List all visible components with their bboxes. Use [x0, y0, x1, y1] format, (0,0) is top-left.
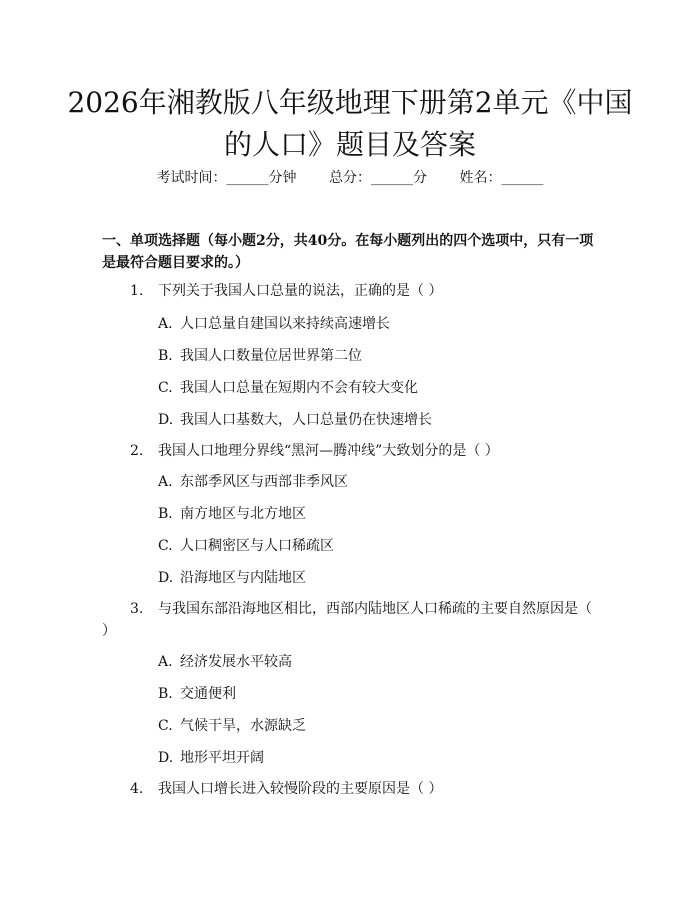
question-text: 我国人口增长进入较慢阶段的主要原因是（ ） [158, 781, 443, 797]
option-text: 地形平坦开阔 [180, 750, 264, 766]
option-letter: B. [158, 348, 173, 364]
option-letter: C. [158, 380, 173, 396]
q3-option-a [158, 652, 598, 672]
q1-option-b [158, 346, 598, 366]
option-letter: D. [158, 750, 174, 766]
question-text: 下列关于我国人口总量的说法，正确的是（ ） [158, 283, 443, 299]
question-number: 1. [130, 283, 144, 299]
option-letter: A. [158, 474, 173, 490]
option-text: 我国人口数量位居世界第二位 [180, 348, 362, 364]
exam-info [0, 168, 700, 188]
question-number: 3. [130, 601, 144, 617]
option-text: 沿海地区与内陆地区 [180, 570, 306, 586]
q2-option-d [158, 568, 598, 588]
option-letter: D. [158, 412, 174, 428]
section-heading: 一、单项选择题（每小题2分，共40分。在每小题列出的四个选项中，只有一项是最符合题目要求的。） [102, 233, 594, 271]
q2-option-a [158, 472, 598, 492]
question-number: 4. [130, 781, 144, 797]
q2-option-c [158, 536, 598, 556]
q3-option-c [158, 716, 598, 736]
option-text: 我国人口总量在短期内不会有较大变化 [180, 380, 418, 396]
option-letter: B. [158, 686, 173, 702]
question-number: 2. [130, 443, 144, 459]
q3-option-b [158, 684, 598, 704]
exam-time: 考试时间：______分钟 [156, 170, 297, 186]
question-text: 与我国东部沿海地区相比，西部内陆地区人口稀疏的主要自然原因是（ ） [102, 601, 592, 639]
question-2 [102, 440, 600, 462]
option-letter: C. [158, 538, 173, 554]
total-score: 总分：______分 [329, 170, 427, 186]
option-text: 人口总量自建国以来持续高速增长 [180, 316, 390, 332]
option-text: 我国人口基数大，人口总量仍在快速增长 [180, 412, 432, 428]
option-letter: A. [158, 654, 173, 670]
option-text: 交通便利 [180, 686, 236, 702]
q2-option-b [158, 504, 598, 524]
option-letter: D. [158, 570, 174, 586]
option-letter: C. [158, 718, 173, 734]
page-title: 2026年湘教版八年级地理下册第2单元《中国的人口》题目及答案 [67, 86, 633, 161]
option-text: 人口稠密区与人口稀疏区 [180, 538, 334, 554]
option-text: 南方地区与北方地区 [180, 506, 306, 522]
q1-option-a [158, 314, 598, 334]
option-text: 气候干旱，水源缺乏 [180, 718, 306, 734]
q3-option-d [158, 748, 598, 768]
student-name: 姓名：______ [459, 170, 544, 186]
option-text: 东部季风区与西部非季风区 [180, 474, 348, 490]
question-4 [102, 778, 600, 800]
q1-option-c [158, 378, 598, 398]
option-text: 经济发展水平较高 [180, 654, 292, 670]
question-3 [102, 598, 600, 642]
q1-option-d [158, 410, 598, 430]
option-letter: B. [158, 506, 173, 522]
question-text: 我国人口地理分界线“黑河—腾冲线”大致划分的是（ ） [158, 443, 499, 459]
question-1 [102, 280, 600, 302]
option-letter: A. [158, 316, 173, 332]
